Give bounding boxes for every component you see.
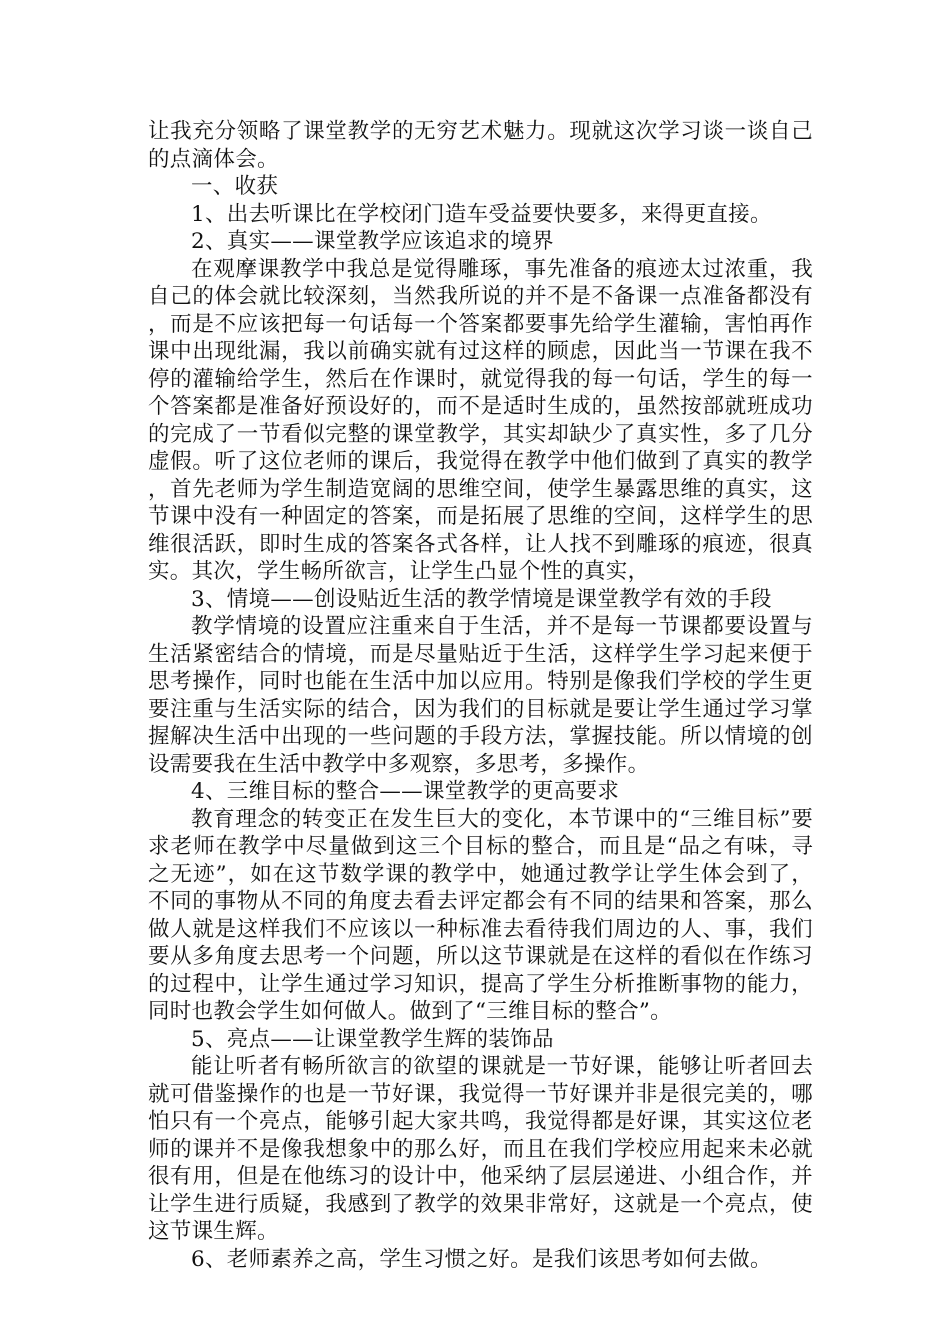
point-6: 6、老师素养之高，学生习惯之好。是我们该思考如何去做。	[191, 1246, 772, 1272]
paragraph-situation: 教学情境的设置应注重来自于生活，并不是每一节课都要设置与生活紧密结合的情境，而是尽量贴近于生活，这样学生学习起来便于思考操作，同时也能在生活中加以应用。特别是像我们学校的学生更要注重与生活实际的结合，因为我们的目标就是要让学生通过学习掌握解决生活中出现的一些问题的手段方法，掌握技能。所以情境的创设需要我在生活中教学中多观察，多思考，多操作。	[148, 614, 813, 777]
point-1: 1、出去听课比在学校闭门造车受益要快要多，来得更直接。	[191, 201, 772, 227]
paragraph-highlight: 能让听者有畅所欲言的欲望的课就是一节好课，能够让听者回去就可借鉴操作的也是一节好课，我觉得一节好课并非是很完美的，哪怕只有一个亮点，能够引起大家共鸣，我觉得都是好课，其实这位老师的课并不是像我想象中的那么好，而且在我们学校应用起来未必就很有用，但是在他练习的设计中，他采纳了层层递进、小组合作，并让学生进行质疑，我感到了教学的效果非常好，这就是一个亮点，使这节课生辉。	[148, 1054, 813, 1244]
document-body	[148, 118, 813, 1273]
paragraph-intro: 让我充分领略了课堂教学的无穷艺术魅力。现就这次学习谈一谈自己的点滴体会。	[148, 119, 813, 172]
heading-point-3: 3、情境——创设贴近生活的教学情境是课堂教学有效的手段	[191, 586, 772, 612]
heading-point-4: 4、三维目标的整合——课堂教学的更高要求	[191, 779, 620, 804]
heading-point-5: 5、亮点——让课堂教学生辉的装饰品	[191, 1026, 554, 1052]
heading-harvest: 一、收获	[191, 174, 279, 199]
paragraph-three-dimensional-goals: 教育理念的转变正在发生巨大的变化，本节课中的“三维目标”要求老师在教学中尽量做到这三个目标的整合，而且是“品之有味，寻之无迹”，如在这节数学课的教学中，她通过教学让学生体会到了，不同的事物从不同的角度去看去评定都会有不同的结果和答案，那么做人就是这样我们不应该以一种标准去看待我们周边的人、事，我们要从多角度去思考一个问题，所以这节课就是在这样的看似在作练习的过程中，让学生通过学习知识，提高了学生分析推断事物的能力，同时也教会学生如何做人。做到了“三维目标的整合”。	[148, 806, 813, 1024]
heading-point-2: 2、真实——课堂教学应该追求的境界	[191, 229, 554, 254]
paragraph-authenticity: 在观摩课教学中我总是觉得雕琢，事先准备的痕迹太过浓重，我自己的体会就比较深刻，当然我所说的并不是不备课一点准备都没有，而是不应该把每一句话每一个答案都要事先给学生灌输，害怕再作课中出现纰漏，我以前确实就有过这样的顾虑，因此当一节课在我不停的灌输给学生，然后在作课时，就觉得我的每一句话，学生的每一个答案都是准备好预设好的，而不是适时生成的，虽然按部就班成功的完成了一节看似完整的课堂教学，其实却缺少了真实性，多了几分虚假。听了这位老师的课后，我觉得在教学中他们做到了真实的教学，首先老师为学生制造宽阔的思维空间，使学生暴露思维的真实，这节课中没有一种固定的答案，而是拓展了思维的空间，这样学生的思维很活跃，即时生成的答案各式各样，让人找不到雕琢的痕迹，很真实。其次，学生畅所欲言，让学生凸显个性的真实，	[148, 256, 813, 584]
